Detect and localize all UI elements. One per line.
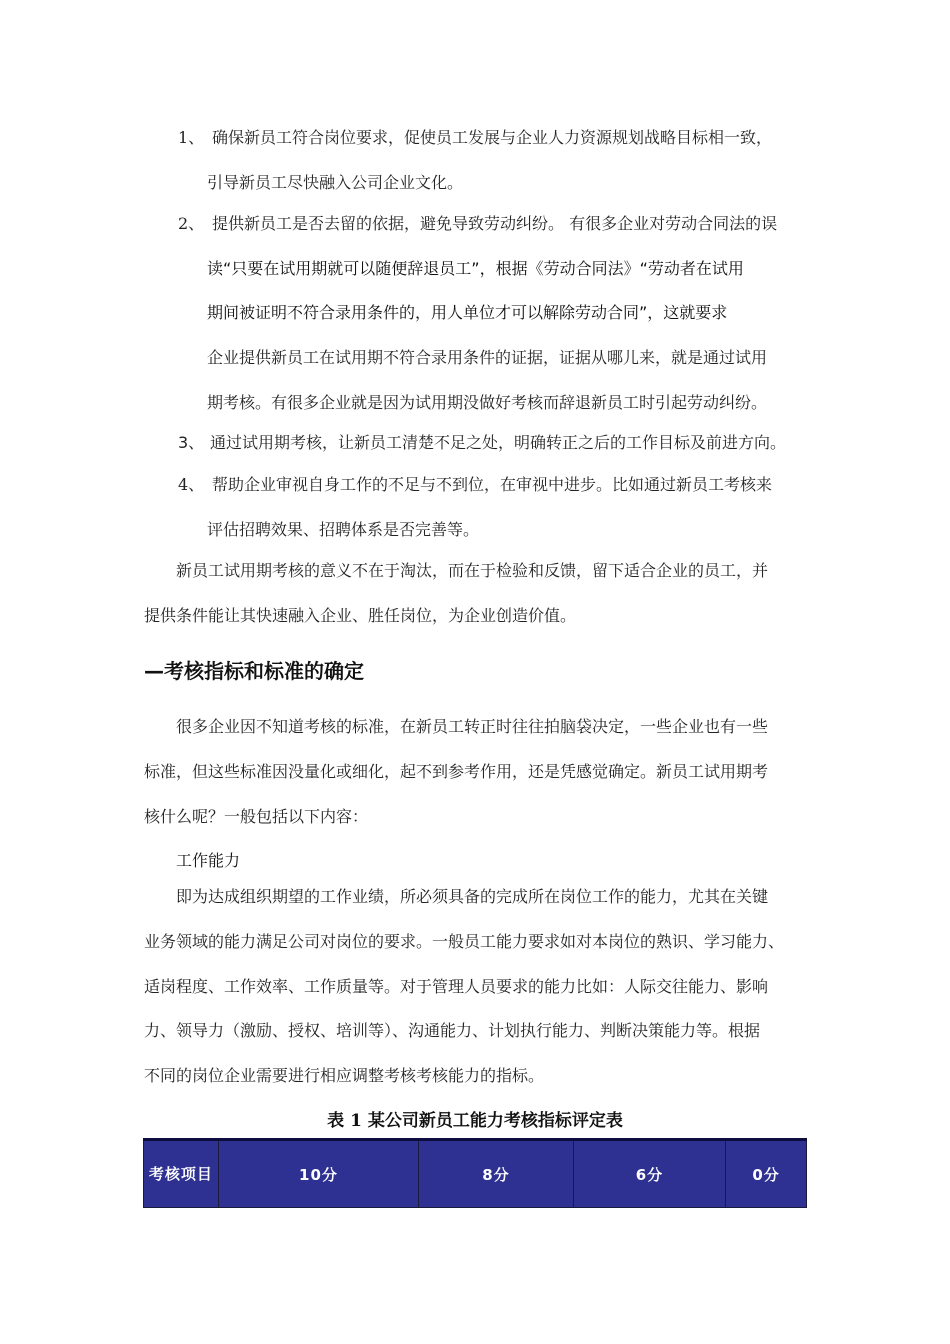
list-item-line: 确保新员工符合岗位要求，促使员工发展与企业人力资源规划战略目标相一致， — [212, 128, 773, 147]
list-item-line: 读“只要在试用期就可以随便辞退员工”，根据《劳动合同法》“劳动者在试用 — [207, 259, 744, 278]
list-number: 1、 — [178, 128, 205, 147]
intro-line: 很多企业因不知道考核的标准，在新员工转正时往往拍脑袋决定，一些企业也有一些 — [176, 717, 769, 736]
subheading: 工作能力 — [176, 851, 241, 870]
header-cell-item: 考核项目 — [144, 1140, 219, 1208]
list-item-line: 提供新员工是否去留的依据，避免导致劳动纠纷。 有很多企业对劳动合同法的误 — [212, 214, 778, 233]
ability-line: 不同的岗位企业需要进行相应调整考核考核能力的指标。 — [144, 1066, 545, 1085]
intro-line: 标准，但这些标准因没量化或细化，起不到参考作用，还是凭感觉确定。新员工试用期考 — [144, 762, 769, 781]
header-cell-6: 6分 — [573, 1140, 726, 1208]
list-item-line: 通过试用期考核，让新员工清楚不足之处，明确转正之后的工作目标及前进方向。 — [210, 433, 787, 452]
list-number: 2、 — [178, 214, 205, 233]
ability-line: 业务领域的能力满足公司对岗位的要求。一般员工能力要求如对本岗位的熟识、学习能力、 — [144, 932, 785, 951]
list-number: 4、 — [178, 475, 205, 494]
list-item-line: 评估招聘效果、招聘体系是否完善等。 — [207, 520, 480, 539]
list-item-line: 引导新员工尽快融入公司企业文化。 — [207, 173, 464, 192]
table-header-row — [144, 1140, 807, 1208]
table-caption: 表 1 某公司新员工能力考核指标评定表 — [327, 1111, 623, 1131]
summary-line: 提供条件能让其快速融入企业、胜任岗位，为企业创造价值。 — [144, 606, 577, 625]
intro-line: 核什么呢？一般包括以下内容： — [144, 807, 369, 826]
list-item-line: 期考核。有很多企业就是因为试用期没做好考核而辞退新员工时引起劳动纠纷。 — [207, 393, 768, 412]
ability-line: 即为达成组织期望的工作业绩，所必须具备的完成所在岗位工作的能力，尤其在关键 — [176, 887, 769, 906]
header-cell-8: 8分 — [419, 1140, 574, 1208]
list-item-line: 帮助企业审视自身工作的不足与不到位，在审视中进步。比如通过新员工考核来 — [212, 475, 773, 494]
header-cell-10: 10分 — [218, 1140, 418, 1208]
list-number: 3、 — [178, 433, 205, 452]
ability-line: 适岗程度、工作效率、工作质量等。对于管理人员要求的能力比如：人际交往能力、影响 — [144, 977, 769, 996]
ability-line: 力、领导力（激励、授权、培训等）、沟通能力、计划执行能力、判断决策能力等。根据 — [144, 1021, 761, 1040]
list-item-line: 期间被证明不符合录用条件的，用人单位才可以解除劳动合同”，这就要求 — [207, 303, 728, 322]
scoring-table — [143, 1138, 807, 1208]
summary-line: 新员工试用期考核的意义不在于淘汰，而在于检验和反馈，留下适合企业的员工，并 — [176, 561, 769, 580]
header-cell-0: 0分 — [726, 1140, 807, 1208]
section-heading: —考核指标和标准的确定 — [144, 659, 364, 683]
list-item-line: 企业提供新员工在试用期不符合录用条件的证据，证据从哪儿来，就是通过试用 — [207, 348, 768, 367]
